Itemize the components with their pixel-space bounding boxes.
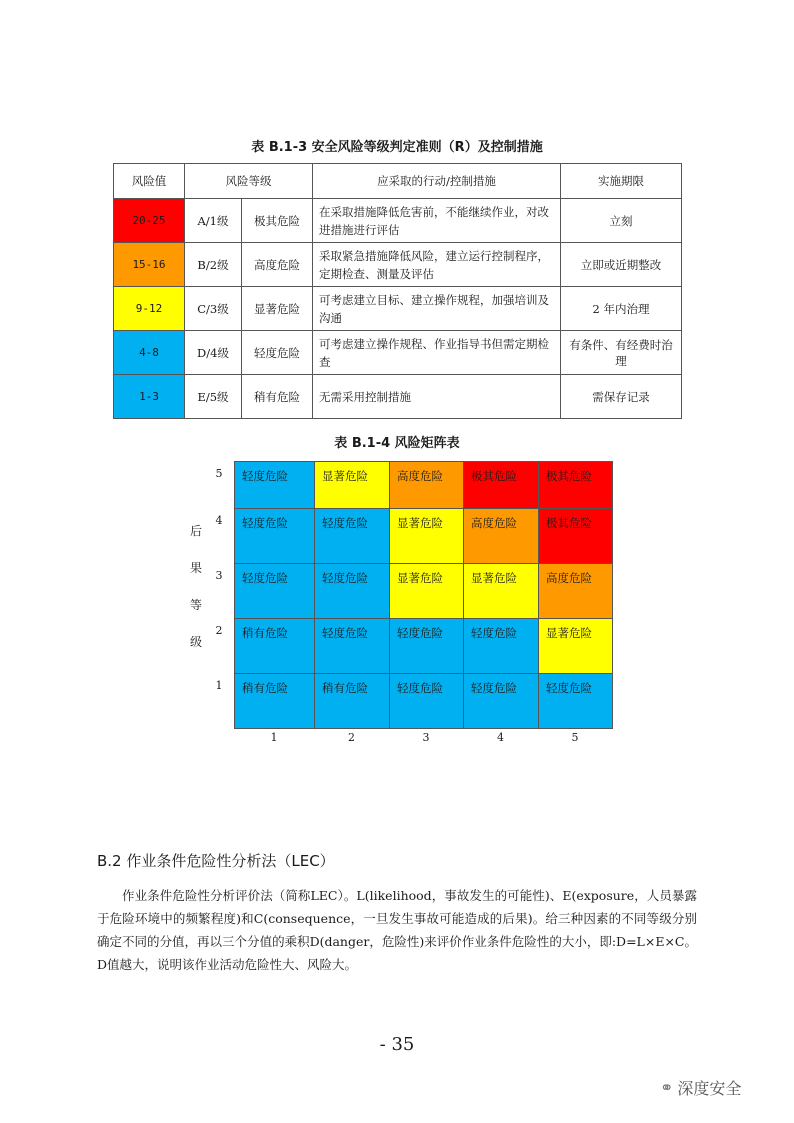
risk-level-cell: 高度危险 [242, 243, 313, 287]
matrix-cell: 轻度危险 [463, 618, 539, 674]
table-row [114, 243, 682, 287]
watermark [660, 1076, 741, 1099]
matrix-cell: 轻度危险 [314, 618, 390, 674]
matrix-cell: 轻度危险 [234, 563, 315, 619]
matrix-cell: 轻度危险 [389, 673, 464, 729]
y-axis-title-char: 级 [190, 635, 203, 649]
table-row [114, 375, 682, 419]
matrix-cell: 显著危险 [389, 508, 464, 564]
matrix-cell: 高度危险 [389, 461, 464, 509]
table2-caption: 表 B.1-4 风险矩阵表 [334, 436, 460, 451]
matrix-cell: 显著危险 [389, 563, 464, 619]
header-deadline: 实施期限 [561, 164, 682, 199]
risk-code-cell: B/2级 [185, 243, 242, 287]
y-axis-title-char: 后 [190, 524, 203, 538]
risk-level-cell: 显著危险 [242, 287, 313, 331]
action-cell: 无需采用控制措施 [313, 375, 561, 419]
matrix-cell: 显著危险 [538, 618, 613, 674]
action-cell: 在采取措施降低危害前，不能继续作业，对改进措施进行评估 [313, 199, 561, 243]
risk-level-cell: 轻度危险 [242, 331, 313, 375]
risk-level-cell: 极其危险 [242, 199, 313, 243]
risk-criteria-table [113, 163, 682, 419]
matrix-cell: 轻度危险 [234, 461, 315, 509]
y-tick-label: 1 [215, 679, 223, 692]
section-paragraph: 作业条件危险性分析评价法（简称LEC）。L(likelihood，事故发生的可能性)、E(exposure，人员暴露于危险环境中的频繁程度)和C(consequence，一旦发生事故可能造成的后果)。给三种因素的不同等级分别确定不同的分值，再以三个分值的乘积D(danger，危险性)来评价作业条件危险性的大小，即:D=L×E×C。D值越大，说明该作业活动危险性大、风险大。 [97, 888, 697, 972]
matrix-cell: 极其危险 [538, 508, 613, 564]
matrix-cell: 稍有危险 [314, 673, 390, 729]
x-tick-label: 2 [348, 731, 355, 744]
x-tick-label: 4 [497, 731, 504, 744]
risk-value-cell: 1-3 [114, 375, 185, 419]
wechat-icon: ⚭ [660, 1078, 674, 1097]
header-risk-level: 风险等级 [185, 164, 313, 199]
matrix-cell: 极其危险 [463, 461, 539, 509]
risk-level-cell: 稍有危险 [242, 375, 313, 419]
matrix-cell: 轻度危险 [463, 673, 539, 729]
y-tick-label: 3 [215, 569, 223, 582]
risk-code-cell: C/3级 [185, 287, 242, 331]
matrix-cell: 轻度危险 [389, 618, 464, 674]
risk-code-cell: D/4级 [185, 331, 242, 375]
deadline-cell: 2 年内治理 [561, 287, 682, 331]
y-axis-title-char: 果 [190, 561, 203, 575]
matrix-cell: 高度危险 [538, 563, 613, 619]
x-tick-label: 1 [270, 731, 278, 744]
risk-value-cell: 4-8 [114, 331, 185, 375]
matrix-cell: 高度危险 [463, 508, 539, 564]
table-row [114, 331, 682, 375]
table-header-row [114, 164, 682, 199]
deadline-cell: 需保存记录 [561, 375, 682, 419]
page-number: - 35 [379, 1034, 415, 1055]
matrix-cell: 轻度危险 [538, 673, 613, 729]
y-tick-label: 5 [215, 467, 223, 480]
matrix-cell: 极其危险 [538, 461, 613, 509]
section-title: B.2 作业条件危险性分析法（LEC） [97, 852, 335, 870]
header-risk-value: 风险值 [114, 164, 185, 199]
table1-caption: 表 B.1-3 安全风险等级判定准则（R）及控制措施 [251, 140, 543, 155]
table-row [114, 287, 682, 331]
matrix-cell: 轻度危险 [234, 508, 315, 564]
watermark-text: 深度安全 [677, 1079, 742, 1098]
action-cell: 可考虑建立操作规程、作业指导书但需定期检查 [313, 331, 561, 375]
risk-value-cell: 9-12 [114, 287, 185, 331]
matrix-cell: 轻度危险 [314, 508, 390, 564]
deadline-cell: 立即或近期整改 [561, 243, 682, 287]
risk-code-cell: A/1级 [185, 199, 242, 243]
risk-matrix [234, 461, 612, 728]
matrix-cell: 显著危险 [314, 461, 390, 509]
deadline-cell: 立刻 [561, 199, 682, 243]
matrix-cell: 稍有危险 [234, 618, 315, 674]
x-tick-label: 5 [571, 731, 579, 744]
matrix-cell: 稍有危险 [234, 673, 315, 729]
action-cell: 采取紧急措施降低风险，建立运行控制程序，定期检查、测量及评估 [313, 243, 561, 287]
risk-code-cell: E/5级 [185, 375, 242, 419]
y-tick-label: 4 [215, 514, 223, 527]
table-row [114, 199, 682, 243]
matrix-cell: 显著危险 [463, 563, 539, 619]
deadline-cell: 有条件、有经费时治理 [561, 331, 682, 375]
header-action: 应采取的行动/控制措施 [313, 164, 561, 199]
y-axis-title [190, 522, 202, 670]
risk-value-cell: 20-25 [114, 199, 185, 243]
y-tick-label: 2 [215, 624, 223, 637]
y-axis-title-char: 等 [190, 598, 203, 612]
matrix-cell: 轻度危险 [314, 563, 390, 619]
risk-value-cell: 15-16 [114, 243, 185, 287]
x-tick-label: 3 [422, 731, 430, 744]
action-cell: 可考虑建立目标、建立操作规程，加强培训及沟通 [313, 287, 561, 331]
